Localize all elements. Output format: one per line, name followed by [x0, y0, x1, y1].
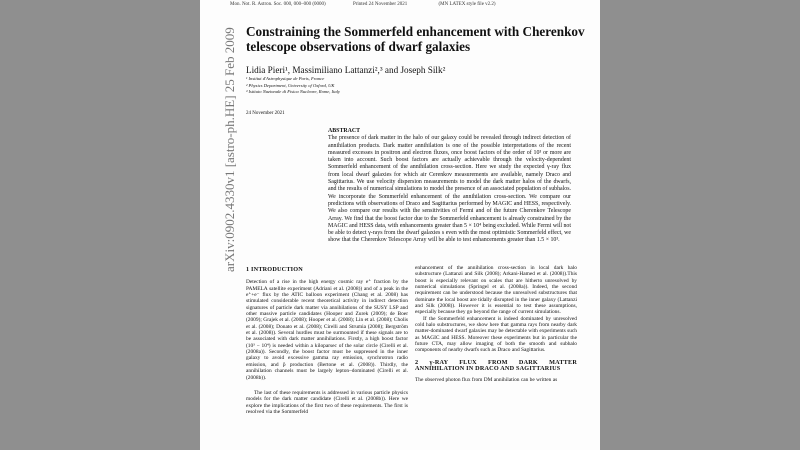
column-right — [415, 265, 577, 383]
section-heading-introduction: 1 INTRODUCTION — [246, 266, 303, 273]
paper-title: Constraining the Sommerfeld enhancement with Cherenkov telescope observations of dwarf galaxies — [246, 24, 585, 54]
author-list: Lidia Pieri¹, Massimiliano Lattanzi²,³ and Joseph Silk² — [246, 65, 446, 75]
abstract — [328, 128, 571, 245]
paragraph: If the Sommerfeld enhancement is indeed dominated by unresolved cold halo substructures, we show here that gamma rays from nearby dark matter-dominated dwarf galaxies may be detectable with experiments such as MAGIC and HESS. Moreover these experiments but in particular the future CTA, may allow imaging of both the smooth and subhalo components of nearby dwarfs such as Draco and Sagittarius. — [415, 315, 577, 354]
abstract-text: The presence of dark matter in the halo of our galaxy could be revealed through indirect detection of annihilation products. Dark matter annihilation is one of the possible interpretations of the recent measured excesses in positron and electron fluxes, once boost factors of the order of 10³ or more are taken into account. Such boost factors are actually achievable through the velocity-dependent Sommerfeld enhancement of the annihilation cross-section. Here we study the expected γ-ray flux from local dwarf galaxies for which air Cerenkov measurements are available, namely Draco and Sagittarius. We use velocity dispersion measurements to model the dark matter halos of the dwarfs, and the results of numerical simulations to model the presence of an associated population of subhalos. We incorporate the Sommerfeld enhancement of the annihilation cross-section. We compare our predictions with observations of Draco and Sagittarius performed by MAGIC and HESS, respectively. We also compare our results with the sensitivities of Fermi and of the future Cherenkov Telescope Array. We find that the boost factor due to the Sommerfeld enhancement is already constrained by the MAGIC and HESS data, with enhancements greater than 5 × 10⁴ being excluded. While Fermi will not be able to detect γ-rays from the dwarf galaxies s even with the most optimistic Sommerfeld effect, we show that the Cherenkov Telescope Array will be able to test enhancements greater than 1.5 × 10³. — [328, 135, 571, 244]
affiliation-3: ³ Istituto Nazionale di Fisica Nucleare, Rome, Italy — [246, 89, 340, 95]
style-file: (MN LATEX style file v2.2) — [438, 2, 496, 7]
printed-date: Printed 24 November 2021 — [352, 2, 408, 7]
arxiv-stamp: arXiv:0902.4330v1 [astro-ph.HE] 25 Feb 2009 — [222, 27, 237, 272]
paragraph: enhancement of the annihilation cross-section in local dark halo substructure (Lattanzi and Silk (2008); Arkani-Hamed et al. (2008)).This boost is especially relevant on scales that are hitherto unresolved by numerical simulations (Springel et al. (2008a)). Indeed, the second requirement can be understood because the unresolved substructures that dominate the local boost are tidally disrupted in the inner galaxy (Lattanzi and Silk (2008)). However it is essential to test these assumptions, especially because they go beyond the range of current simulations. — [415, 265, 577, 316]
affiliation-1: ¹ Institut d'Astrophysique de Paris, France — [246, 76, 325, 81]
paper-page — [200, 0, 600, 450]
section-heading-gamma-ray-flux: 2 γ-RAY FLUX FROM DARK MATTER ANNIHILATION IN DRACO AND SAGITTARIUS — [415, 358, 577, 373]
paragraph: The last of these requirements is addressed in various particle physics models for the dark matter candidate (Cirelli et al. (2008b)). Here we explore the implications of the first two of these requirements. The first is resolved via the Sommerfeld — [246, 389, 408, 415]
paragraph: Detection of a rise in the high energy cosmic ray e⁺ fraction by the PAMELA satellite experiment (Adriani et al. (2008)) and of a peak in the e⁺+e⁻ flux by the ATIC balloon experiment (Chang et al. 2008) has stimulated considerable recent theoretical activity in indirect detection signatures of particle dark matter via annihilations of the SUSY LSP and other massive particle candidates (Hooper and Zurek (2009); de Boer (2009); Grajek et al. (2008); Hooper et al. (2008); Lin et al. (2008); Cholis et al. (2008); Donato et al. (2008); Cirelli and Strumia (2008); Bergström et al. (2008)). Several hurdles must be surmounted if these signals are to be associated with dark matter annihilations. Firstly, a high boost factor (10³ − 10⁴) is needed within a kiloparsec of the solar circle (Cirelli et al. (2008a)). Secondly, the boost factor must be suppressed in the inner galaxy to avoid excessive gamma ray emission, synchrotron radio emission, and p̄ production (Bertone et al. (2008)). Thirdly, the annihilation channels must be largely lepton–dominated (Cirelli et al. (2008b)). — [246, 279, 408, 381]
affiliation-2: ² Physics Department, University of Oxford, UK — [246, 82, 335, 88]
abstract-heading: ABSTRACT — [328, 128, 361, 134]
paper-date: 24 November 2021 — [246, 111, 285, 116]
journal-reference: Mon. Not. R. Astron. Soc. 000, 000–000 (0000) — [230, 2, 326, 7]
affiliations — [246, 76, 340, 96]
running-header — [230, 2, 496, 7]
paragraph: The observed photon flux from DM annihilation can be written as — [415, 376, 558, 383]
column-left — [246, 265, 408, 415]
